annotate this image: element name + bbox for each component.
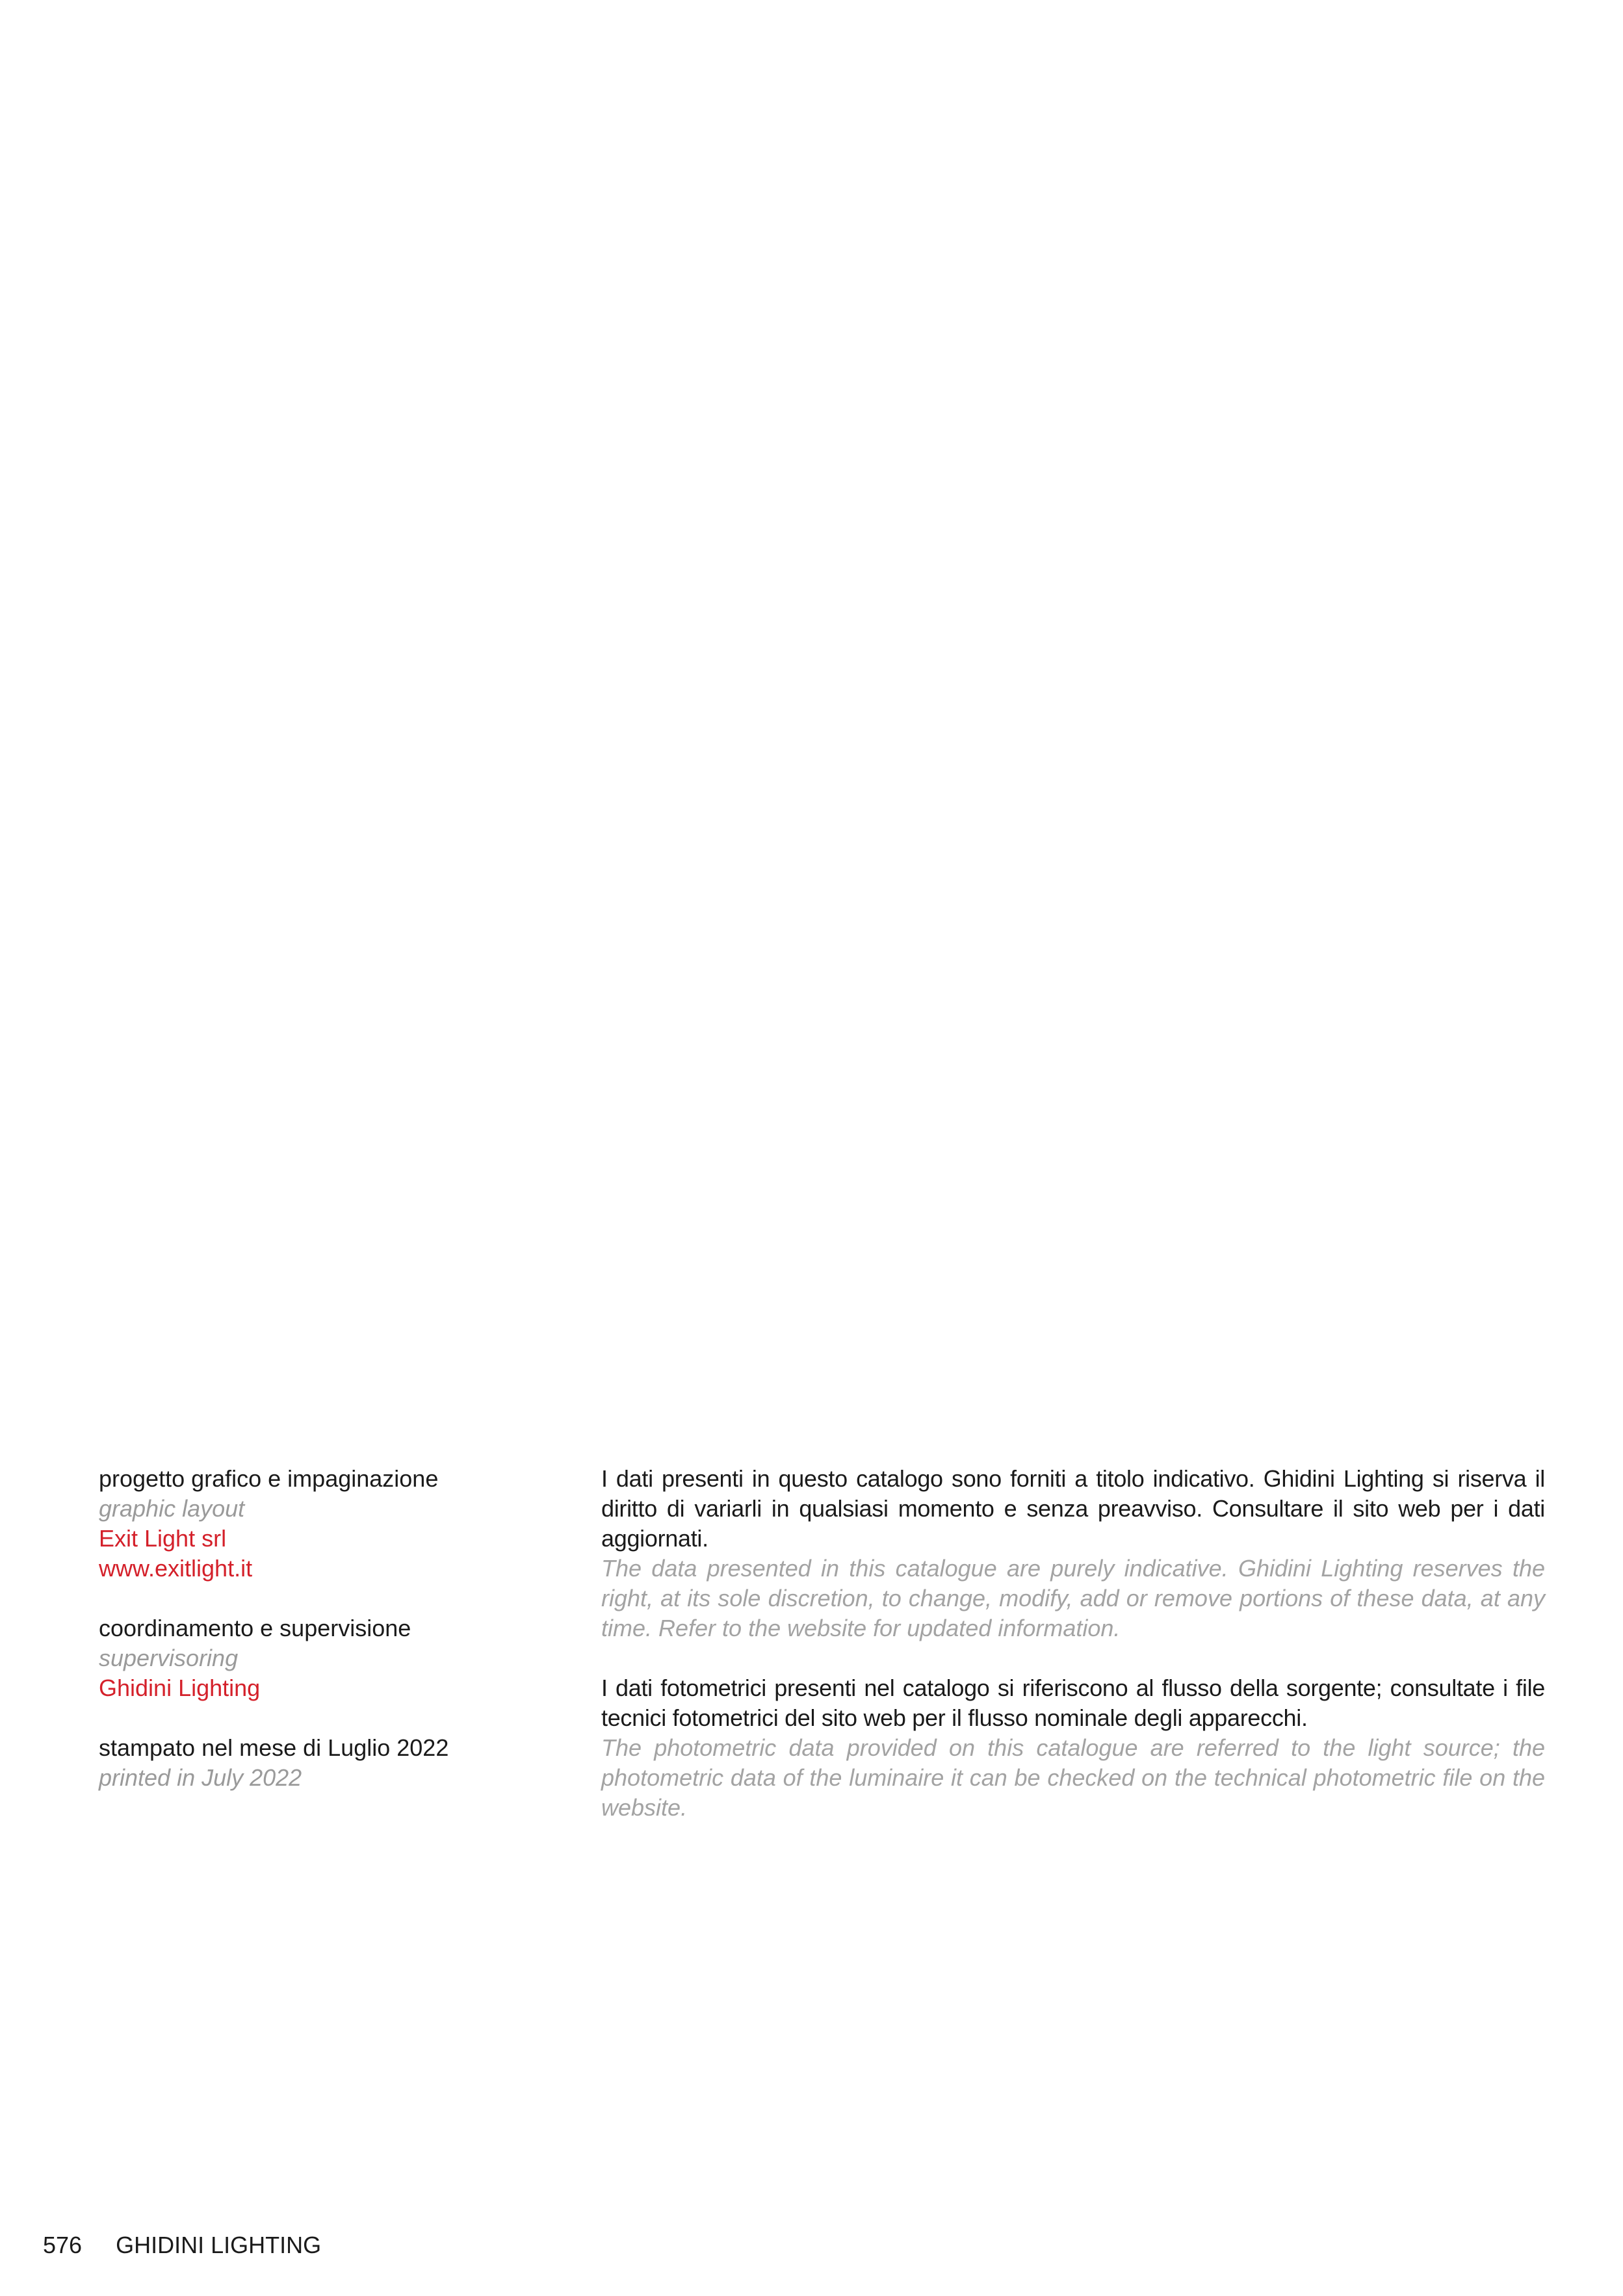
supervision-company: Ghidini Lighting bbox=[99, 1675, 261, 1701]
credits-column bbox=[99, 1464, 502, 1793]
page-number: 576 bbox=[43, 2232, 83, 2258]
layout-label-en: graphic layout bbox=[99, 1495, 245, 1522]
data-disclaimer-en: The data presented in this catalogue are purely indicative. Ghidini Lighting reserves the right, at its sole discretion, to change, modify, add or remove portions of these data, at any time. Refer to the website for updated information. bbox=[601, 1555, 1545, 1641]
photometric-disclaimer-it: I dati fotometrici presenti nel catalogo si riferiscono al flusso della sorgente; consultate i file tecnici fotometrici del sito web per il flusso nominale degli apparecchi. bbox=[601, 1675, 1545, 1731]
layout-label-it: progetto grafico e impaginazione bbox=[99, 1465, 439, 1492]
photometric-disclaimer-en: The photometric data provided on this catalogue are referred to the light source; the photometric data of the luminaire it can be checked on the technical photometric file on the website. bbox=[601, 1734, 1545, 1821]
photometric-disclaimer bbox=[601, 1673, 1545, 1823]
printing-label-en: printed in July 2022 bbox=[99, 1764, 302, 1791]
data-disclaimer-it: I dati presenti in questo catalogo sono forniti a titolo indicativo. Ghidini Lighting si riserva il diritto di variarli in qualsiasi momento e senza preavviso. Consultare il sito web per i dati aggiornati. bbox=[601, 1465, 1545, 1552]
layout-website-link[interactable]: www.exitlight.it bbox=[99, 1555, 253, 1582]
page-footer bbox=[43, 2231, 321, 2260]
supervision-label-it: coordinamento e supervisione bbox=[99, 1615, 411, 1641]
disclaimer-column bbox=[601, 1464, 1545, 1823]
credits-layout-group bbox=[99, 1464, 502, 1584]
credits-printing-group bbox=[99, 1733, 502, 1793]
data-disclaimer bbox=[601, 1464, 1545, 1643]
credits-supervision-group bbox=[99, 1613, 502, 1703]
supervision-label-en: supervisoring bbox=[99, 1645, 239, 1671]
printing-label-it: stampato nel mese di Luglio 2022 bbox=[99, 1734, 449, 1761]
layout-company: Exit Light srl bbox=[99, 1525, 227, 1552]
footer-brand: GHIDINI LIGHTING bbox=[116, 2232, 322, 2258]
